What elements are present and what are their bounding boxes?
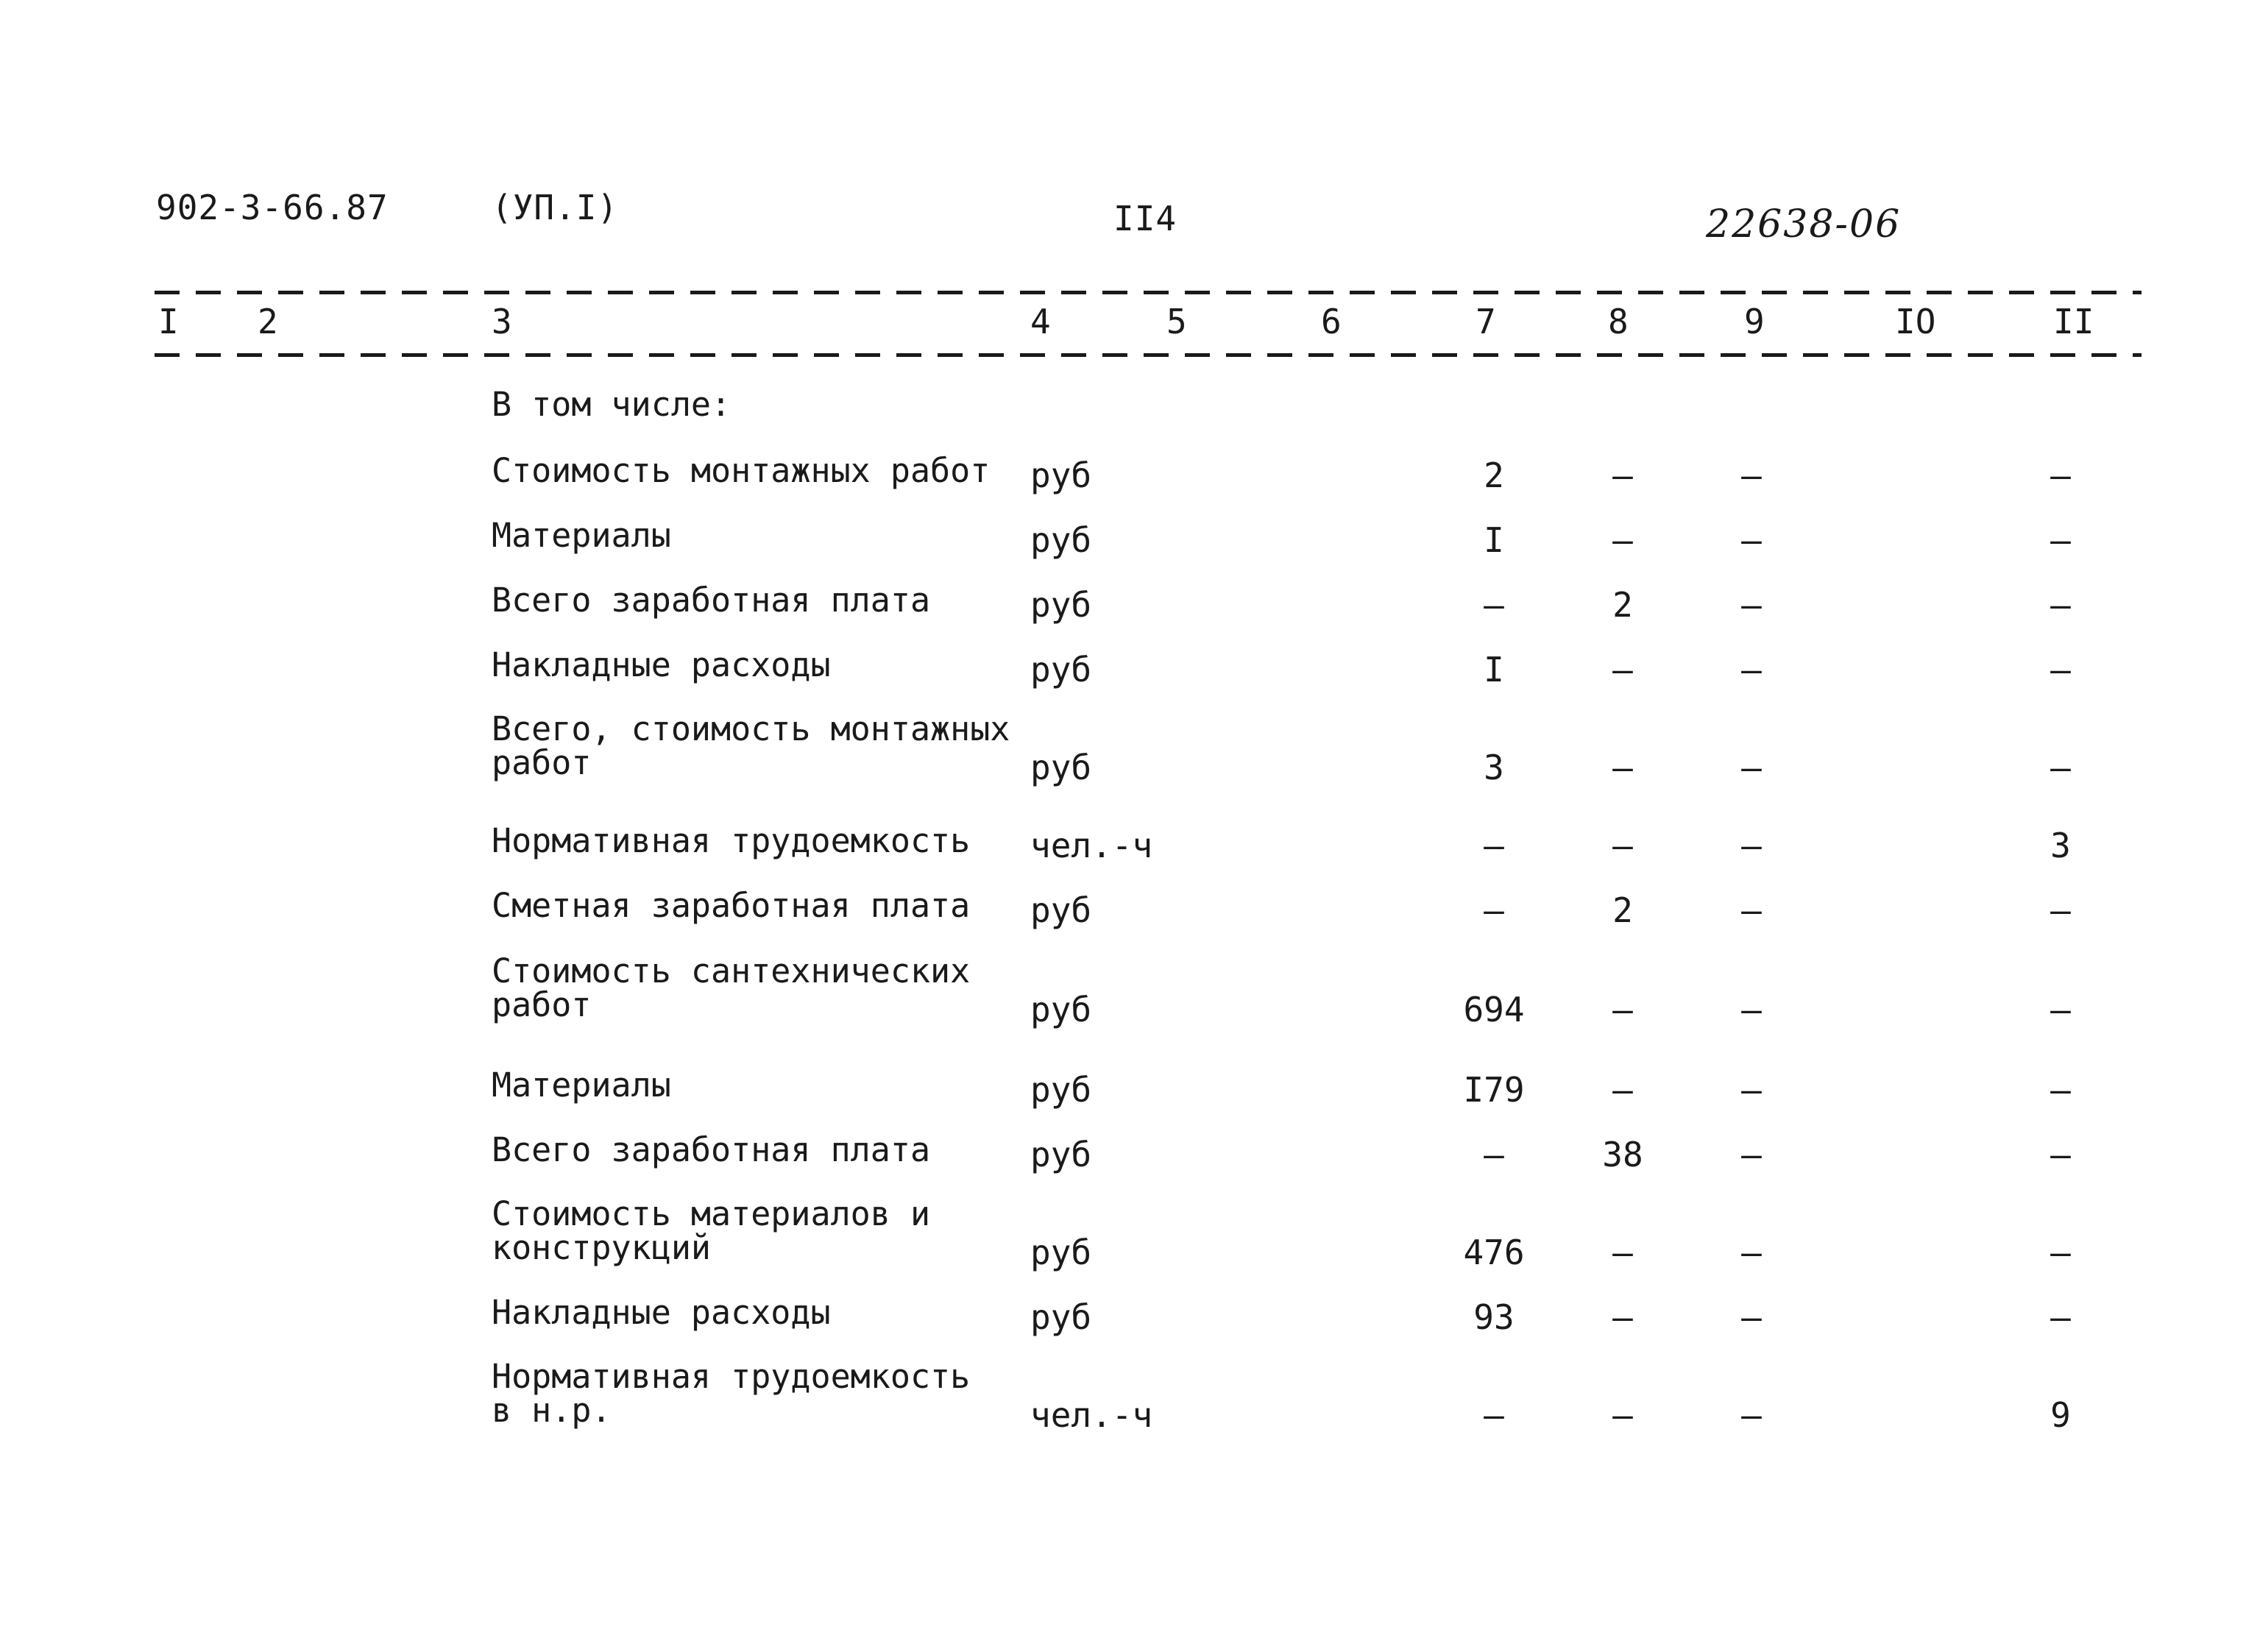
value-cell-c11: – xyxy=(2050,890,2071,930)
value-cell-c9: – xyxy=(1741,890,1762,930)
value-cell-c7: I79 xyxy=(1463,1070,1525,1110)
row-label: Всего заработная плата xyxy=(492,1130,931,1169)
row-label: Накладные расходы xyxy=(492,645,831,684)
unit-cell: чел.-ч xyxy=(1030,1395,1153,1435)
unit-cell: руб xyxy=(1030,650,1092,689)
value-cell-c11: – xyxy=(2050,585,2071,625)
value-cell-c7: I xyxy=(1484,650,1504,689)
unit-cell: руб xyxy=(1030,585,1092,625)
value-cell-c9: – xyxy=(1741,990,1762,1029)
value-cell-c11: – xyxy=(2050,1070,2071,1110)
document-code: 902-3-66.87 xyxy=(156,188,389,227)
section-subtitle: В том числе: xyxy=(492,385,732,424)
value-cell-c8: – xyxy=(1612,650,1633,689)
value-cell-c11: 3 xyxy=(2050,826,2071,865)
row-label: Всего заработная плата xyxy=(492,581,931,620)
row-label: Всего, стоимость монтажных xyxy=(492,709,1010,748)
unit-cell: руб xyxy=(1030,1135,1092,1174)
column-number: IO xyxy=(1895,302,1936,341)
value-cell-c11: – xyxy=(2050,1233,2071,1272)
value-cell-c9: – xyxy=(1741,1135,1762,1174)
value-cell-c8: – xyxy=(1612,990,1633,1029)
value-cell-c9: – xyxy=(1741,826,1762,865)
page-number: II4 xyxy=(1113,199,1177,238)
value-cell-c8: – xyxy=(1612,1070,1633,1110)
row-label: Стоимость сантехнических xyxy=(492,951,971,990)
value-cell-c8: 38 xyxy=(1602,1135,1643,1174)
value-cell-c7: – xyxy=(1484,585,1504,625)
unit-cell: руб xyxy=(1030,455,1092,495)
value-cell-c9: – xyxy=(1741,1233,1762,1272)
value-cell-c8: – xyxy=(1612,748,1633,787)
column-number: 4 xyxy=(1030,302,1051,341)
row-label: Стоимость монтажных работ xyxy=(492,451,991,490)
unit-cell: руб xyxy=(1030,890,1092,930)
value-cell-c8: 2 xyxy=(1612,890,1633,930)
value-cell-c8: – xyxy=(1612,1297,1633,1337)
value-cell-c7: 93 xyxy=(1473,1297,1515,1337)
row-label: конструкций xyxy=(492,1228,712,1267)
unit-cell: руб xyxy=(1030,990,1092,1029)
value-cell-c9: – xyxy=(1741,520,1762,560)
value-cell-c11: – xyxy=(2050,1135,2071,1174)
unit-cell: чел.-ч xyxy=(1030,826,1153,865)
row-label: в н.р. xyxy=(492,1391,612,1430)
value-cell-c9: – xyxy=(1741,1297,1762,1337)
column-number: 3 xyxy=(492,302,512,341)
column-number: 8 xyxy=(1608,302,1629,341)
value-cell-c11: – xyxy=(2050,650,2071,689)
value-cell-c7: – xyxy=(1484,890,1504,930)
value-cell-c11: – xyxy=(2050,1297,2071,1337)
value-cell-c9: – xyxy=(1741,585,1762,625)
value-cell-c11: – xyxy=(2050,748,2071,787)
value-cell-c7: – xyxy=(1484,826,1504,865)
column-number: 6 xyxy=(1321,302,1342,341)
value-cell-c7: 694 xyxy=(1463,990,1525,1029)
row-label: Материалы xyxy=(492,1066,671,1105)
value-cell-c11: – xyxy=(2050,990,2071,1029)
row-label: Стоимость материалов и xyxy=(492,1194,931,1233)
unit-cell: руб xyxy=(1030,520,1092,560)
value-cell-c7: I xyxy=(1484,520,1504,560)
registration-number: 22638-06 xyxy=(1706,202,1902,247)
section-label: (УП.I) xyxy=(492,188,619,227)
unit-cell: руб xyxy=(1030,1233,1092,1272)
column-number: 2 xyxy=(258,302,278,341)
value-cell-c9: – xyxy=(1741,748,1762,787)
row-label: Сметная заработная плата xyxy=(492,886,971,925)
row-label: Накладные расходы xyxy=(492,1293,831,1332)
value-cell-c11: 9 xyxy=(2050,1395,2071,1435)
value-cell-c7: – xyxy=(1484,1135,1504,1174)
column-number: 7 xyxy=(1476,302,1496,341)
unit-cell: руб xyxy=(1030,1297,1092,1337)
row-label: Материалы xyxy=(492,516,671,555)
value-cell-c7: 3 xyxy=(1484,748,1504,787)
row-label: работ xyxy=(492,743,592,782)
value-cell-c11: – xyxy=(2050,520,2071,560)
unit-cell: руб xyxy=(1030,748,1092,787)
table-header-rule xyxy=(155,353,2142,357)
value-cell-c8: 2 xyxy=(1612,585,1633,625)
unit-cell: руб xyxy=(1030,1070,1092,1110)
value-cell-c8: – xyxy=(1612,1395,1633,1435)
value-cell-c9: – xyxy=(1741,650,1762,689)
value-cell-c9: – xyxy=(1741,1395,1762,1435)
value-cell-c7: – xyxy=(1484,1395,1504,1435)
value-cell-c7: 476 xyxy=(1463,1233,1525,1272)
row-label: работ xyxy=(492,985,592,1024)
value-cell-c9: – xyxy=(1741,455,1762,495)
table-top-rule xyxy=(155,291,2142,294)
value-cell-c8: – xyxy=(1612,826,1633,865)
column-number: 9 xyxy=(1744,302,1765,341)
value-cell-c9: – xyxy=(1741,1070,1762,1110)
column-number: 5 xyxy=(1166,302,1187,341)
row-label: Нормативная трудоемкость xyxy=(492,1357,971,1396)
value-cell-c8: – xyxy=(1612,455,1633,495)
value-cell-c7: 2 xyxy=(1484,455,1504,495)
row-label: Нормативная трудоемкость xyxy=(492,821,971,860)
value-cell-c8: – xyxy=(1612,1233,1633,1272)
value-cell-c8: – xyxy=(1612,520,1633,560)
column-number: II xyxy=(2053,302,2094,341)
column-number: I xyxy=(158,302,179,341)
value-cell-c11: – xyxy=(2050,455,2071,495)
